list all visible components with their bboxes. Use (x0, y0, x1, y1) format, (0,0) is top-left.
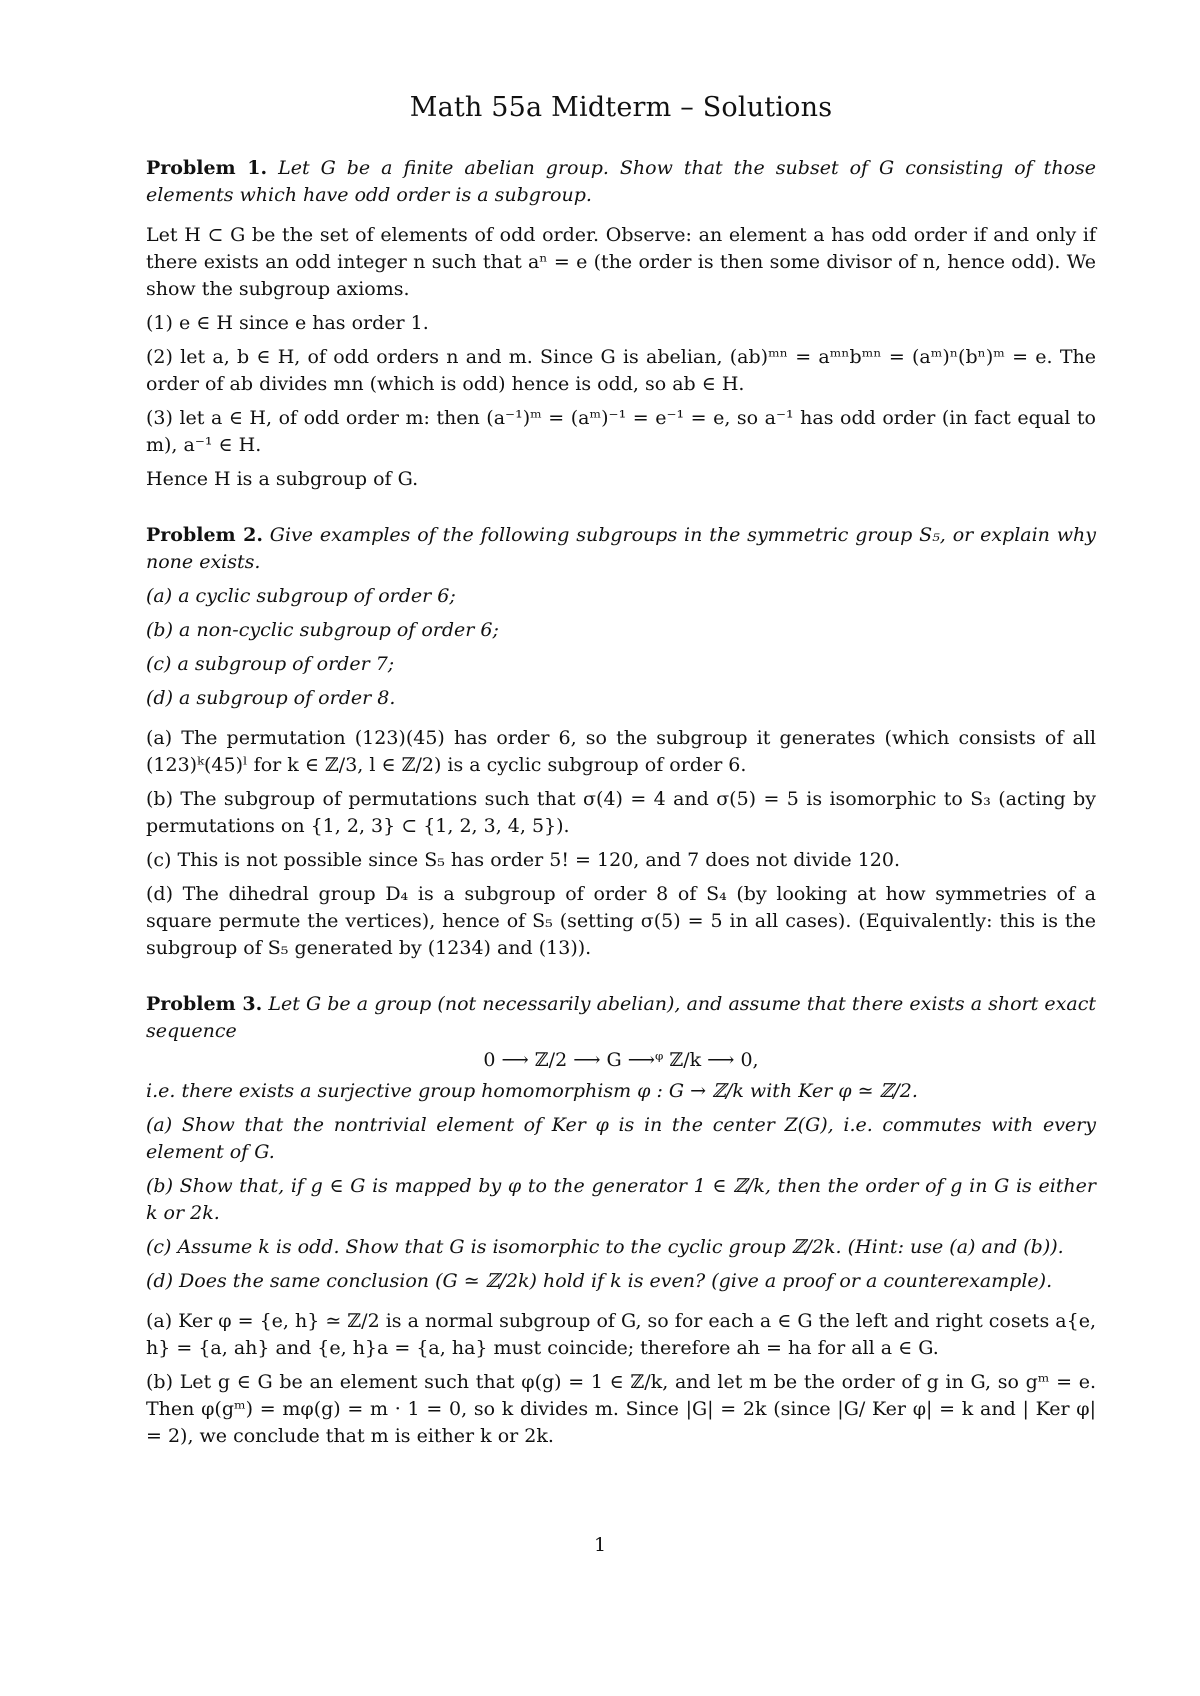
problem-2-statement (146, 522, 1096, 576)
problem-3-part-a: (a) Show that the nontrivial element of Ker φ is in the center Z(G), i.e. commutes with every element of G. (146, 1114, 1096, 1163)
problem-2-part-b: (b) a non-cyclic subgroup of order 6; (146, 619, 499, 641)
problem-3-text: Let G be a group (not necessarily abelian), and assume that there exists a short exact sequence (146, 993, 1096, 1042)
problem-3-statement (146, 991, 1096, 1045)
problem-2-solution-d: (d) The dihedral group D₄ is a subgroup of order 8 of S₄ (by looking at how symmetries of a square permute the vertices), hence of S₅ (setting σ(5) = 5 in all cases). (Equivalently: this is the subgroup of S₅ generated by (1234) and (13)). (146, 883, 1096, 959)
problem-2-label: Problem 2. (146, 524, 263, 546)
problem-2-text: Give examples of the following subgroups in the symmetric group S₅, or explain why none exists. (146, 524, 1096, 573)
problem-1-label: Problem 1. (146, 157, 268, 179)
page-number: 1 (593, 1534, 607, 1556)
problem-2 (146, 522, 1096, 962)
problem-3-part-c: (c) Assume k is odd. Show that G is isomorphic to the cyclic group ℤ/2k. (Hint: use (a) and (b)). (146, 1236, 1064, 1258)
problem-3-solution-a: (a) Ker φ = {e, h} ≃ ℤ/2 is a normal subgroup of G, so for each a ∈ G the left and right cosets a{e, h} = {a, ah} and {e, h}a = {a, ha} must coincide; therefore ah = ha for all a ∈ G. (146, 1310, 1096, 1359)
page-title: Math 55a Midterm – Solutions (409, 92, 833, 123)
problem-3-solution-b: (b) Let g ∈ G be an element such that φ(g) = 1 ∈ ℤ/k, and let m be the order of g in G, so gᵐ = e. Then φ(gᵐ) = mφ(g) = m · 1 = 0, so k divides m. Since |G| = 2k (since |G/ Ker φ| = k and | Ker φ| = 2), we conclude that m is either k or 2k. (146, 1371, 1096, 1447)
problem-3-part-b: (b) Show that, if g ∈ G is mapped by φ to the generator 1 ∈ ℤ/k, then the order of g in G is either k or 2k. (146, 1175, 1096, 1224)
problem-1 (146, 155, 1096, 493)
problem-3-part-d: (d) Does the same conclusion (G ≃ ℤ/2k) hold if k is even? (give a proof or a counterexample). (146, 1270, 1053, 1292)
problem-1-solution-step-2: (2) let a, b ∈ H, of odd orders n and m. Since G is abelian, (ab)ᵐⁿ = aᵐⁿbᵐⁿ = (aᵐ)ⁿ(bⁿ)ᵐ = e. The order of ab divides mn (which is odd) hence is odd, so ab ∈ H. (146, 346, 1096, 395)
problem-1-statement (146, 155, 1096, 209)
problem-3 (146, 991, 1096, 1450)
problem-1-solution-intro: Let H ⊂ G be the set of elements of odd order. Observe: an element a has odd order if and only if there exists an odd integer n such that aⁿ = e (the order is then some divisor of n, hence odd). We show the subgroup axioms. (146, 224, 1096, 300)
problem-1-conclusion: Hence H is a subgroup of G. (146, 468, 419, 490)
exact-sequence: 0 ⟶ ℤ/2 ⟶ G ⟶ᵠ ℤ/k ⟶ 0, (483, 1049, 759, 1071)
problem-3-label: Problem 3. (146, 993, 263, 1015)
problem-1-text: Let G be a finite abelian group. Show that the subset of G consisting of those elements which have odd order is a subgroup. (146, 157, 1096, 206)
problem-2-part-c: (c) a subgroup of order 7; (146, 653, 395, 675)
problem-1-solution-step-3: (3) let a ∈ H, of odd order m: then (a⁻¹)ᵐ = (aᵐ)⁻¹ = e⁻¹ = e, so a⁻¹ has odd order (in fact equal to m), a⁻¹ ∈ H. (146, 407, 1096, 456)
problem-3-statement-2: i.e. there exists a surjective group homomorphism φ : G → ℤ/k with Ker φ ≃ ℤ/2. (146, 1080, 918, 1102)
document-page (146, 90, 1096, 1457)
problem-2-solution-b: (b) The subgroup of permutations such that σ(4) = 4 and σ(5) = 5 is isomorphic to S₃ (acting by permutations on {1, 2, 3} ⊂ {1, 2, 3, 4, 5}). (146, 788, 1096, 837)
problem-1-solution-step-1: (1) e ∈ H since e has order 1. (146, 312, 429, 334)
problem-2-solution-c: (c) This is not possible since S₅ has order 5! = 120, and 7 does not divide 120. (146, 849, 901, 871)
problem-2-part-d: (d) a subgroup of order 8. (146, 687, 396, 709)
problem-2-solution-a: (a) The permutation (123)(45) has order 6, so the subgroup it generates (which consists of all (123)ᵏ(45)ˡ for k ∈ ℤ/3, l ∈ ℤ/2) is a cyclic subgroup of order 6. (146, 727, 1096, 776)
problem-2-part-a: (a) a cyclic subgroup of order 6; (146, 585, 456, 607)
